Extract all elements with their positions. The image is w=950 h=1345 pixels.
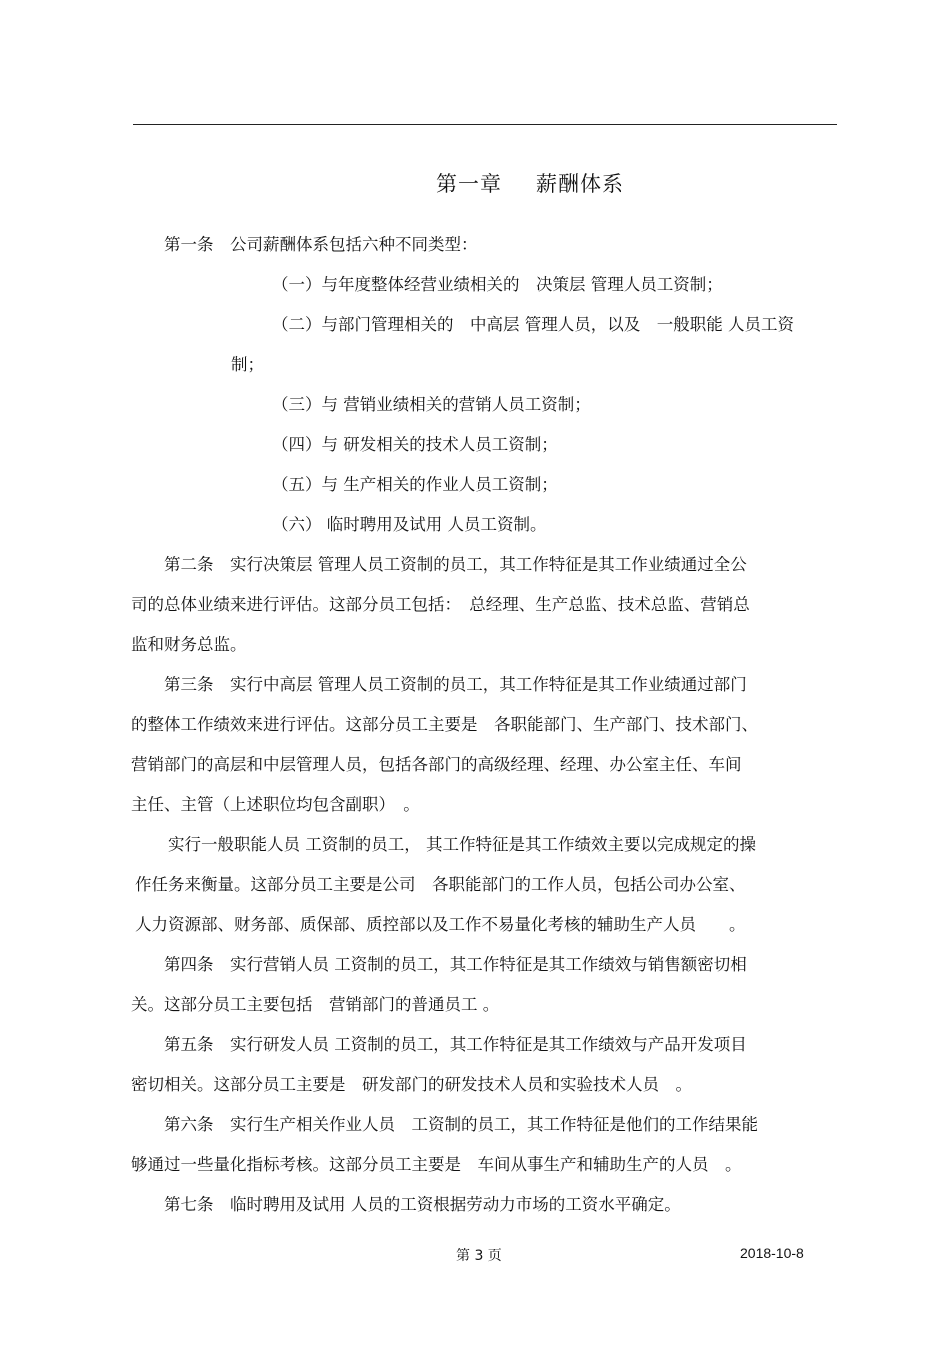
text-line: 第二条 实行决策层 管理人员工资制的员工，其工作特征是其工作业绩通过全公 <box>164 555 747 574</box>
text-line: （四）与 研发相关的技术人员工资制； <box>272 435 558 454</box>
text-line: 监和财务总监。 <box>131 635 247 654</box>
text-line: 够通过一些量化指标考核。这部分员工主要是 车间从事生产和辅助生产的人员 。 <box>131 1155 742 1174</box>
text-line: 主任、主管（上述职位均包含副职） 。 <box>131 795 420 814</box>
text-line: 作任务来衡量。这部分员工主要是公司 各职能部门的工作人员，包括公司办公室、 <box>135 875 746 894</box>
text-line: 第六条 实行生产相关作业人员 工资制的员工，其工作特征是他们的工作结果能 <box>164 1115 758 1134</box>
text-line: （一）与年度整体经营业绩相关的 决策层 管理人员工资制； <box>272 275 723 294</box>
text-line: 营销部门的高层和中层管理人员，包括各部门的高级经理、经理、办公室主任、车间 <box>131 755 742 774</box>
text-line: 第四条 实行营销人员 工资制的员工，其工作特征是其工作绩效与销售额密切相 <box>164 955 747 974</box>
text-line: 制； <box>231 355 264 374</box>
text-line: 第一条 公司薪酬体系包括六种不同类型： <box>164 235 478 254</box>
chapter-title <box>0 168 950 198</box>
text-line: （六） 临时聘用及试用 人员工资制。 <box>272 515 547 534</box>
text-line: 实行一般职能人员 工资制的员工， 其工作特征是其工作绩效主要以完成规定的操 <box>168 835 756 854</box>
text-line: （五）与 生产相关的作业人员工资制； <box>272 475 558 494</box>
text-line: 人力资源部、财务部、质保部、质控部以及工作不易量化考核的辅助生产人员 。 <box>135 915 746 934</box>
text-line: 关。这部分员工主要包括 营销部门的普通员工 。 <box>131 995 500 1014</box>
text-line: 第五条 实行研发人员 工资制的员工，其工作特征是其工作绩效与产品开发项目 <box>164 1035 747 1054</box>
text-line: 第三条 实行中高层 管理人员工资制的员工，其工作特征是其工作业绩通过部门 <box>164 675 747 694</box>
header-rule <box>133 124 837 125</box>
page-number: 第 3 页 <box>456 1248 502 1264</box>
text-line: 的整体工作绩效来进行评估。这部分员工主要是 各职能部门、生产部门、技术部门、 <box>131 715 758 734</box>
text-line: 第七条 临时聘用及试用 人员的工资根据劳动力市场的工资水平确定。 <box>164 1195 681 1214</box>
text-line: （二）与部门管理相关的 中高层 管理人员，以及 一般职能 人员工资 <box>272 315 794 334</box>
text-line: 密切相关。这部分员工主要是 研发部门的研发技术人员和实验技术人员 。 <box>131 1075 692 1094</box>
chapter-number: 第一章 <box>436 172 502 196</box>
text-line: （三）与 营销业绩相关的营销人员工资制； <box>272 395 591 414</box>
chapter-name: 薪酬体系 <box>536 172 624 196</box>
text-line: 司的总体业绩来进行评估。这部分员工包括： 总经理、生产总监、技术总监、营销总 <box>131 595 750 614</box>
footer-date: 2018-10-8 <box>740 1245 804 1261</box>
